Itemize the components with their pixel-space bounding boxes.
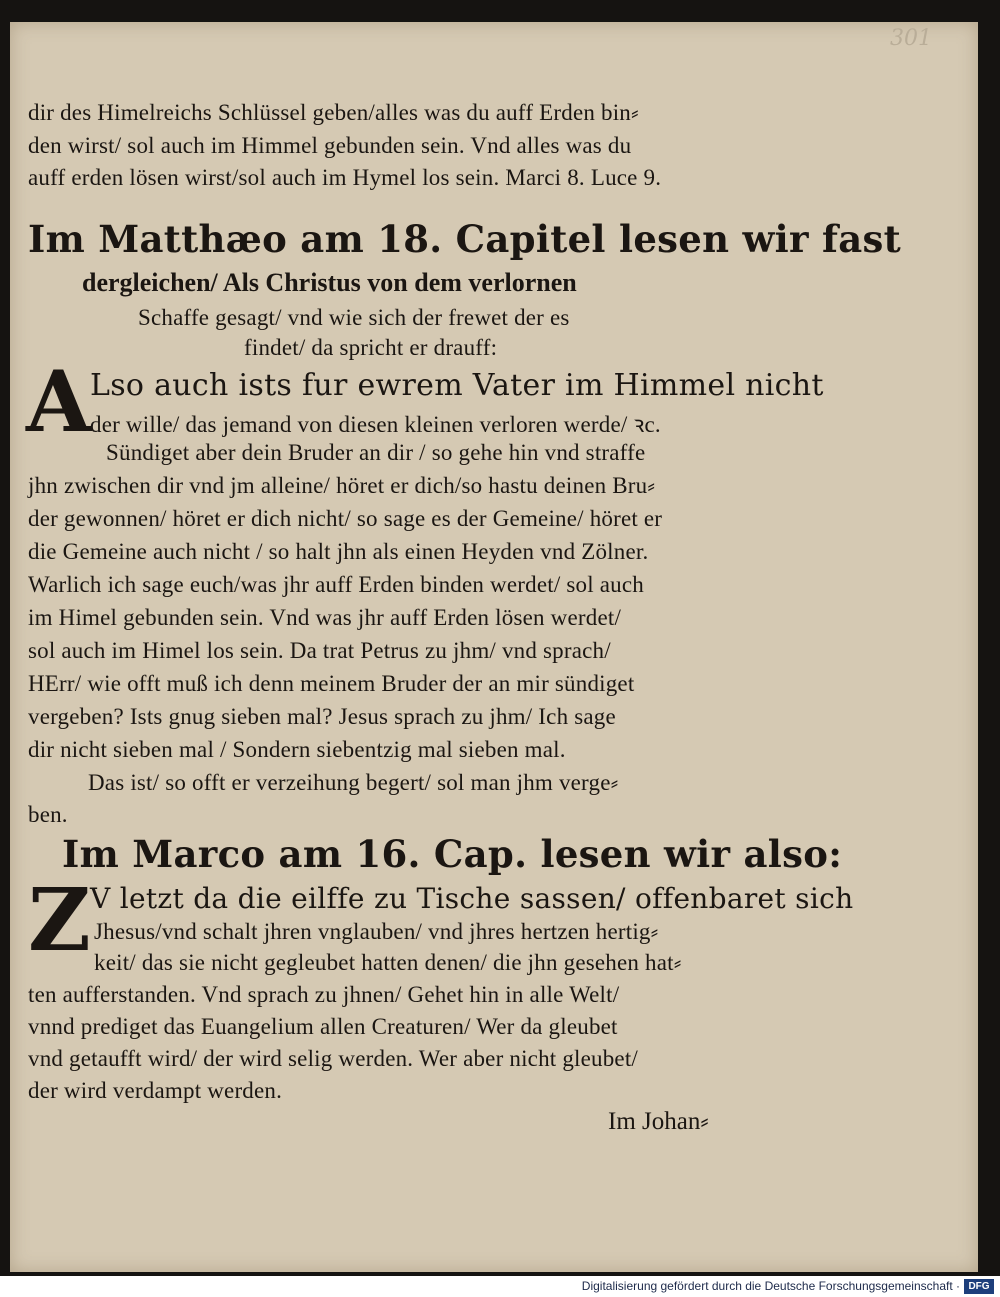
text-line: HErr/ wie offt muß ich denn meinem Bruder der an mir sündiget [28,671,635,696]
text-line: im Himel gebunden sein. Vnd was jhr auff Erden lösen werdet/ [28,605,622,630]
text-line: dir nicht sieben mal / Sondern siebentzig mal sieben mal. [28,737,566,762]
text-line: V letzt da die eilffe zu Tische sassen/ offenbaret sich [90,882,854,915]
folio-number: 301 [890,26,932,51]
drop-initial: Z [28,870,91,971]
heading-subline: findet/ da spricht er drauff: [244,335,498,360]
heading-subline: dergleichen/ Als Christus von dem verlornen [82,268,577,297]
text-line: ben. [28,802,68,827]
section-heading: Im Matthæo am 18. Capitel lesen wir fast [28,217,902,261]
text-line: vnd getaufft wird/ der wird selig werden. Wer aber nicht gleubet/ [28,1046,639,1071]
text-line: vnnd prediget das Euangelium allen Creaturen/ Wer da gleubet [28,1014,618,1039]
digitization-footer [0,1276,1000,1297]
funding-credit: Digitalisierung gefördert durch die Deutsche Forschungsgemeinschaft · [581,1279,960,1293]
document-page [10,22,978,1272]
text-line: keit/ das sie nicht gegleubet hatten denen/ die jhn gesehen hat⸗ [94,950,682,975]
text-line: den wirst/ sol auch im Himmel gebunden sein. Vnd alles was du [28,133,632,158]
text-line: Warlich ich sage euch/was jhr auff Erden binden werdet/ sol auch [28,572,644,597]
drop-initial: A [26,352,92,451]
catchword: Im Johan⸗ [608,1108,709,1135]
heading-subline: Schaffe gesagt/ vnd wie sich der frewet der es [138,305,570,330]
text-line: ten aufferstanden. Vnd sprach zu jhnen/ Gehet hin in alle Welt/ [28,982,620,1007]
text-line: vergeben? Ists gnug sieben mal? Jesus sprach zu jhm/ Ich sage [28,704,616,729]
text-line: der gewonnen/ höret er dich nicht/ so sage es der Gemeine/ höret er [28,506,663,531]
text-line: der wille/ das jemand von diesen kleinen verloren werde/ ꝛc. [90,412,661,437]
text-line: jhn zwischen dir vnd jm alleine/ höret er dich/so hastu deinen Bru⸗ [28,473,656,498]
text-line: Lso auch ists fur ewrem Vater im Himmel nicht [90,368,824,403]
text-line: der wird verdampt werden. [28,1078,283,1103]
section-heading: Im Marco am 16. Cap. lesen wir also: [62,832,843,876]
dfg-logo[interactable]: DFG [964,1279,994,1294]
text-line: Sündiget aber dein Bruder an dir / so gehe hin vnd straffe [106,440,646,465]
text-line: sol auch im Himel los sein. Da trat Petrus zu jhm/ vnd sprach/ [28,638,611,663]
text-line: Das ist/ so offt er verzeihung begert/ sol man jhm verge⸗ [88,770,619,795]
text-line: die Gemeine auch nicht / so halt jhn als einen Heyden vnd Zölner. [28,539,649,564]
text-line: auff erden lösen wirst/sol auch im Hymel los sein. Marci 8. Luce 9. [28,165,662,190]
text-line: Jhesus/vnd schalt jhren vnglauben/ vnd jhres hertzen hertig⸗ [94,919,659,944]
text-line: dir des Himelreichs Schlüssel geben/alles was du auff Erden bin⸗ [28,100,639,125]
